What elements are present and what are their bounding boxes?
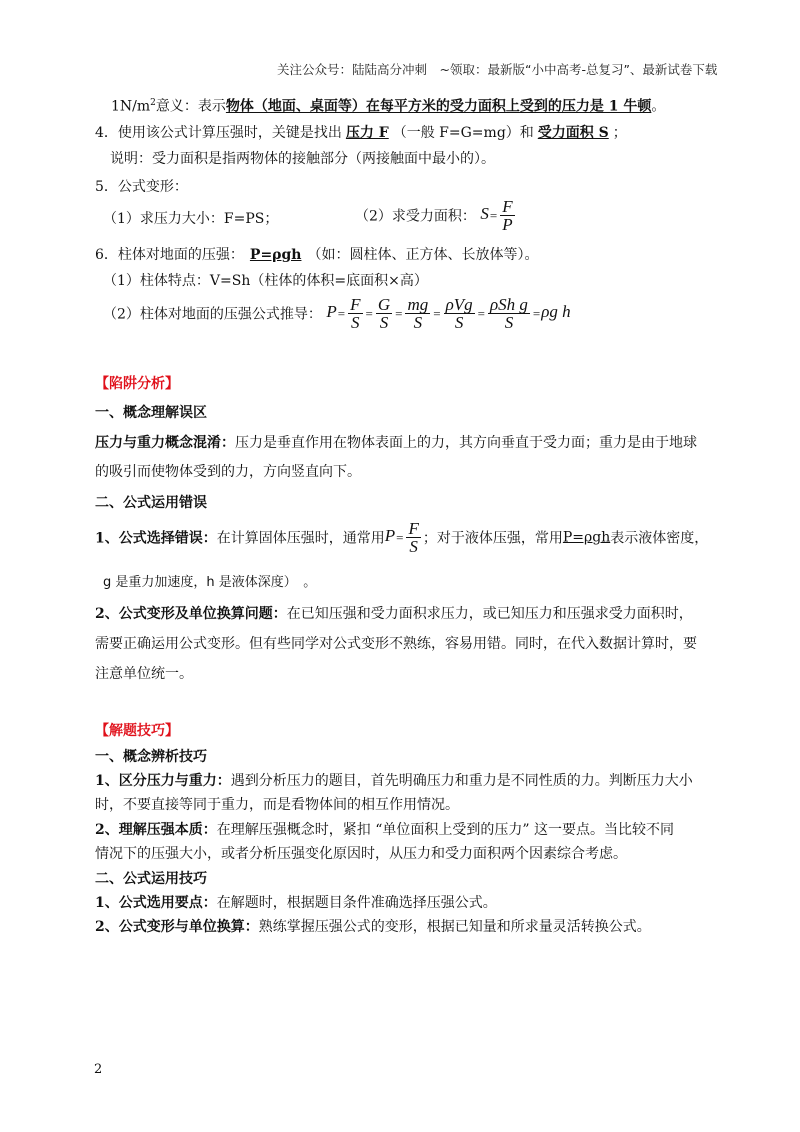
page-number: 2 <box>94 1062 103 1077</box>
tips-para-2: 2、理解压强本质：在理解压强概念时，紧扣 “单位面积上受到的压力” 这一要点。当比较不同 <box>95 822 674 838</box>
item-6-line: 6．柱体对地面的压强： P=ρgh （如：圆柱体、正方体、长放体等）。 <box>95 247 539 263</box>
tips-para-1b: 时，不要直接等同于重力，而是看物体间的相互作用情况。 <box>95 797 459 813</box>
pitfalls-para-2b: g 是重力加速度，h 是液体深度） 。 <box>103 575 317 590</box>
tips-para-1: 1、区分压力与重力：遇到分析压力的题目，首先明确压力和重力是不同性质的力。判断压力大小 <box>95 773 693 789</box>
tips-para-2b: 情况下的压强大小，或者分析压强变化原因时，从压力和受力面积两个因素综合考虑。 <box>95 846 627 862</box>
formula-s-eq-f-over-p: S= $\frac{F}{P}$ <box>480 197 513 234</box>
item-5-2: （2）求受力面积： S= $\frac{F}{P}$ <box>355 198 517 233</box>
pitfalls-para-3b: 需要正确运用公式变形。但有些同学对公式变形不熟练，容易用错。同时，在代入数据计算时，要 <box>95 636 697 652</box>
pitfalls-para-2: 1、公式选择错误：在计算固体压强时，通常用P= $\frac{F}{S}$ ；对于液体压强，常用P=ρgh表示液体密度， <box>95 519 709 556</box>
pitfalls-para-3: 2、公式变形及单位换算问题：在已知压强和受力面积求压力，或已知压力和压强求受力面积时， <box>95 606 693 622</box>
item-6-2: （2）柱体对地面的压强公式推导： P= $\frac{F}{S}$ = $\frac{G}{S}$ = $\frac{mg}{S}$ = $\frac{\text{ρVg}}{S}$ = $\frac{\text{ρSh g}}{S}$ =ρg h <box>103 295 571 332</box>
formula-p-eq-f-over-s: P= $\frac{F}{S}$ <box>384 519 419 556</box>
pitfalls-para-1: 压力与重力概念混淆：压力是垂直作用在物体表面上的力，其方向垂直于受力面；重力是由于地球 <box>95 435 697 451</box>
page-header: 关注公众号：陆陆高分冲刺 ~领取：最新版“小中高考-总复习”、最新试卷下载 <box>277 62 718 77</box>
unit-meaning-line: $1N/m^2$意义：表示物体（地面、桌面等）在每平方米的受力面积上受到的压力是 1 牛顿。 <box>111 98 666 115</box>
note-line: 说明：受力面积是指两物体的接触部分（两接触面中最小的）。 <box>110 151 495 167</box>
tips-heading-1: 一、概念辨析技巧 <box>95 749 207 765</box>
item-5-1: （1）求压力大小：F=PS； <box>103 211 279 227</box>
derivation-formula: P= $\frac{F}{S}$ = $\frac{G}{S}$ = $\frac{mg}{S}$ = $\frac{\text{ρVg}}{S}$ = $\frac{\text{ρSh g}}{S}$ =ρg h <box>326 295 571 332</box>
pitfalls-para-1b: 的吸引而使物体受到的力，方向竖直向下。 <box>95 464 361 480</box>
item-5-line: 5．公式变形： <box>95 179 188 195</box>
pitfalls-heading-2: 二、公式运用错误 <box>95 495 207 511</box>
item-6-1: （1）柱体特点：V=Sh（柱体的体积=底面积×高） <box>103 273 428 289</box>
tips-title: 【解题技巧】 <box>95 723 179 739</box>
pitfalls-para-3c: 注意单位统一。 <box>95 666 193 682</box>
tips-para-3: 1、公式选用要点：在解题时，根据题目条件准确选择压强公式。 <box>95 895 497 911</box>
pitfalls-title: 【陷阱分析】 <box>95 376 179 392</box>
item-4-line: 4．使用该公式计算压强时，关键是找出 压力 F （一般 F=G=mg）和 受力面积 S ； <box>95 125 627 141</box>
tips-heading-2: 二、公式运用技巧 <box>95 871 207 887</box>
tips-para-4: 2、公式变形与单位换算：熟练掌握压强公式的变形，根据已知量和所求量灵活转换公式。 <box>95 919 651 935</box>
pitfalls-heading-1: 一、概念理解误区 <box>95 405 207 421</box>
